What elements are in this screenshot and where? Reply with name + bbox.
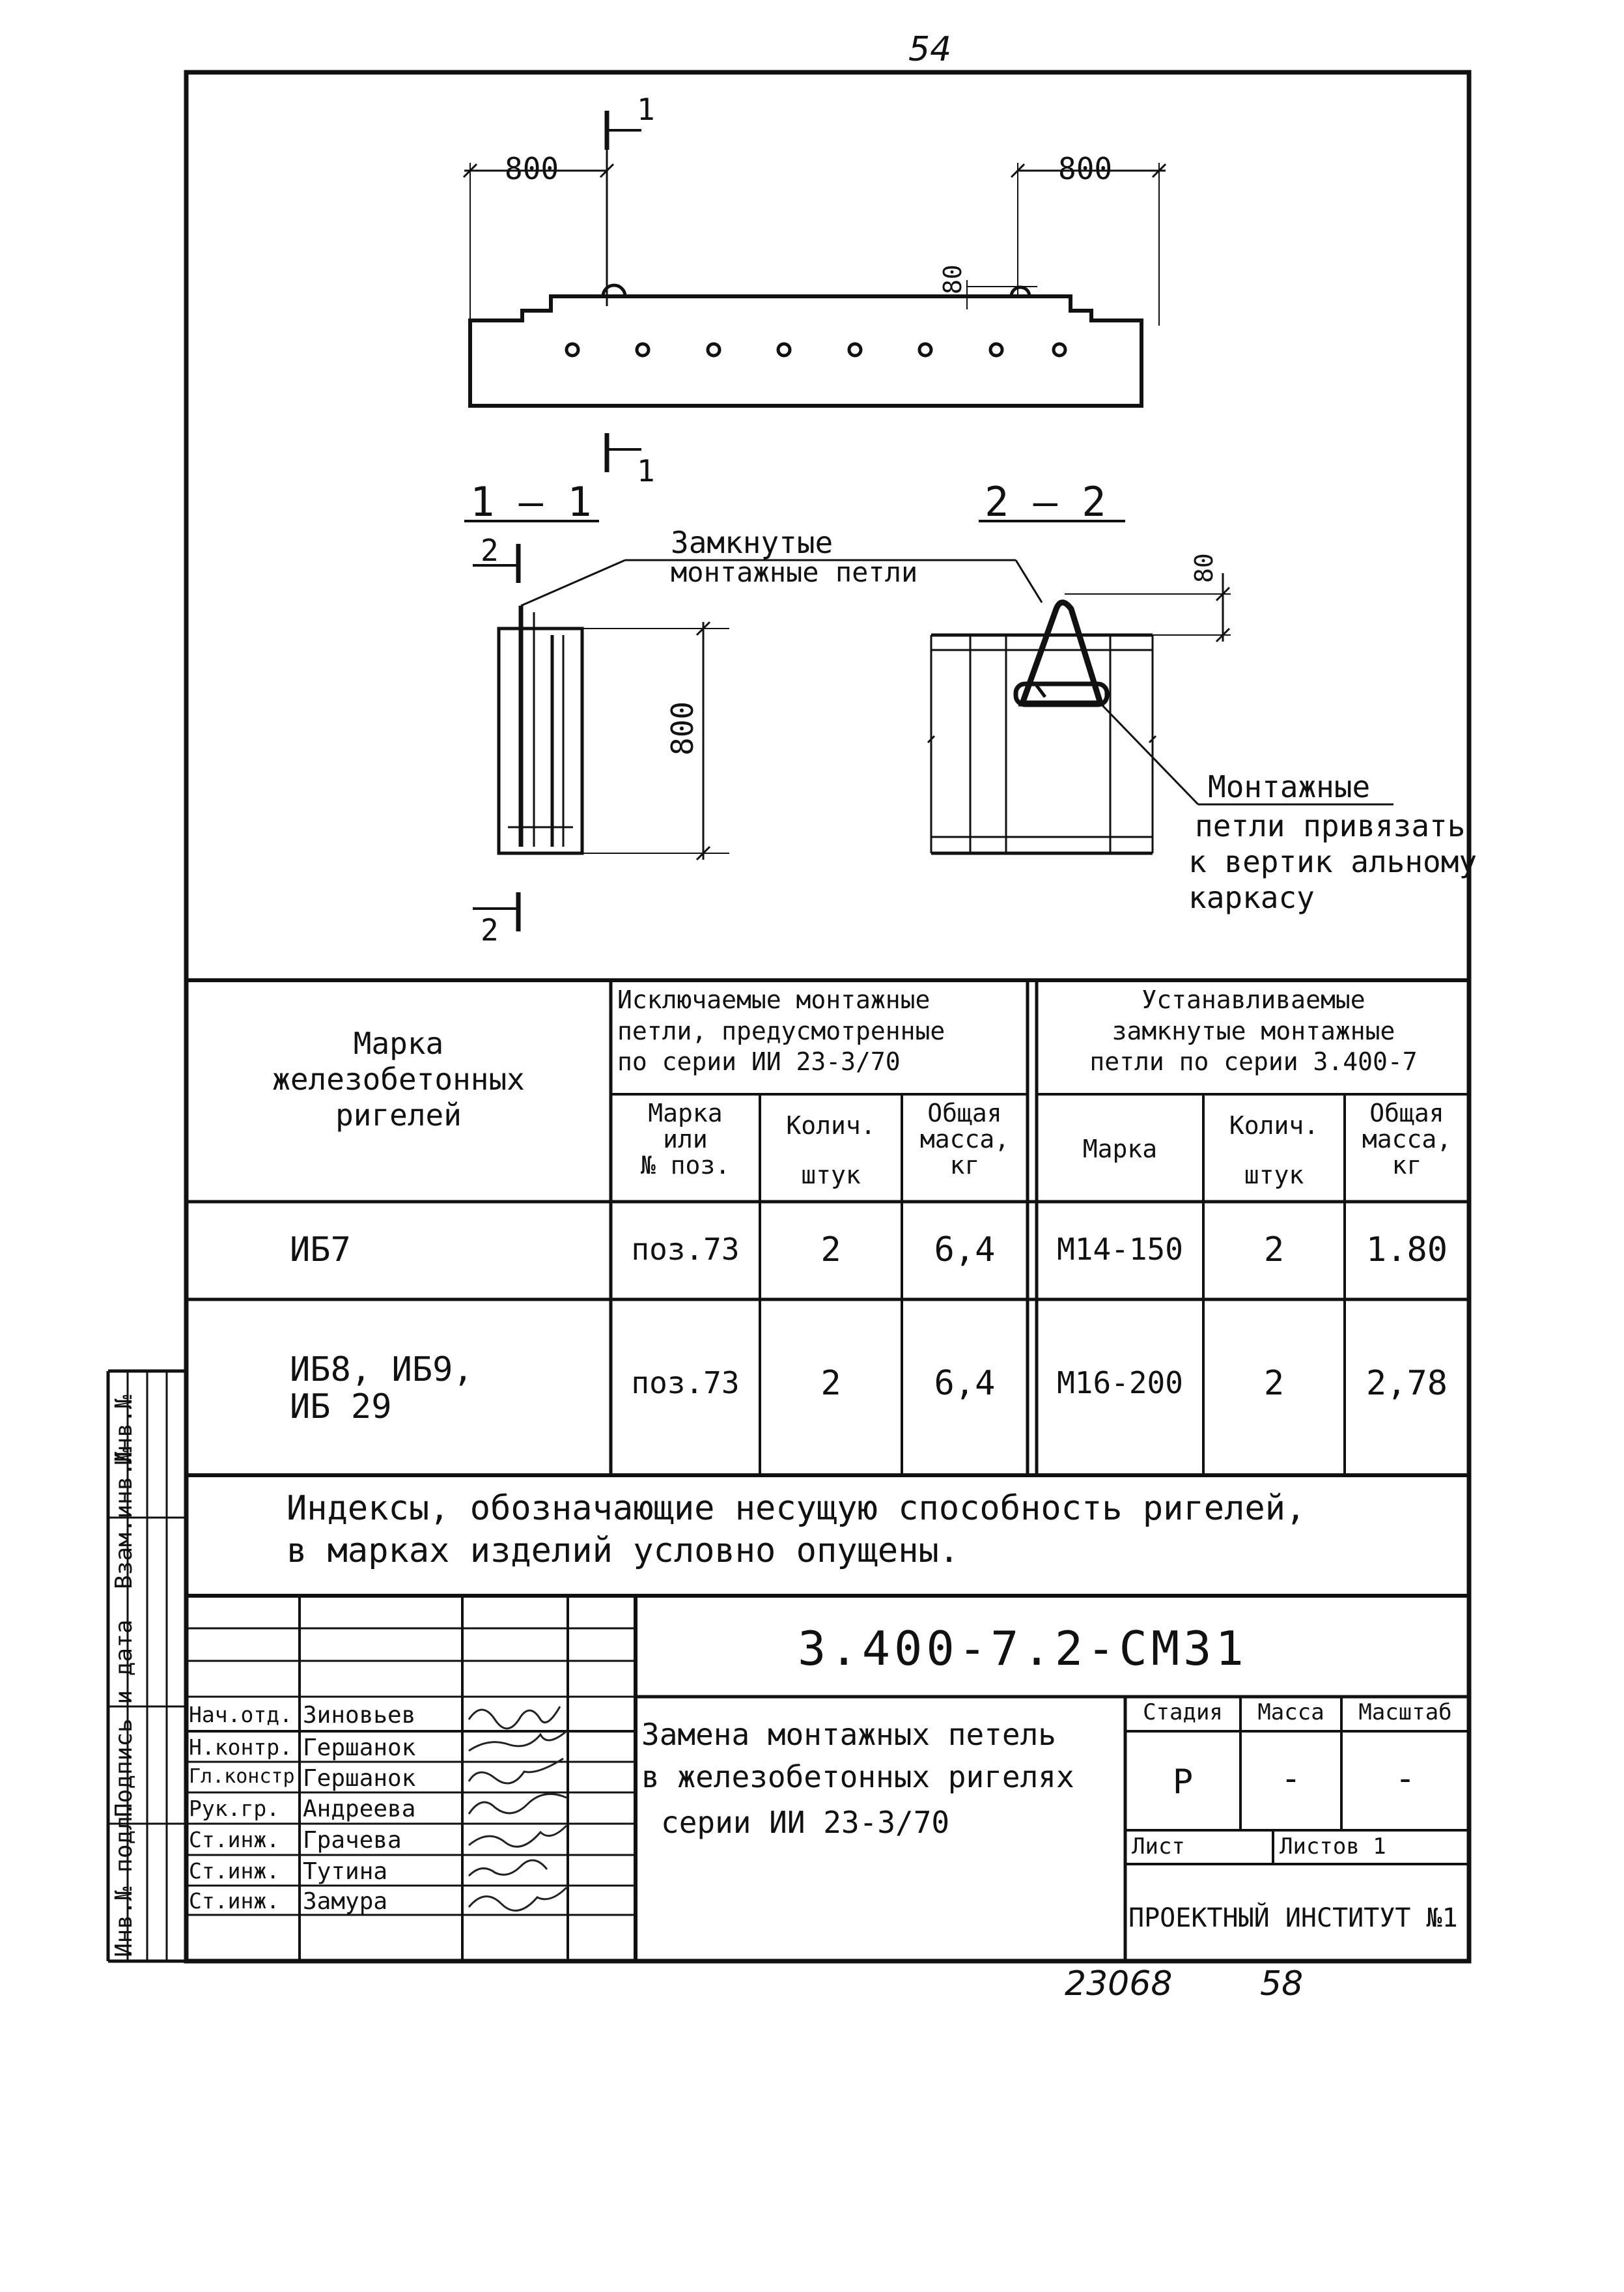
table-row-1-mark: ИБ7 xyxy=(290,1230,351,1269)
table-row-2-mark-line: ИБ8, ИБ9, xyxy=(290,1350,473,1389)
table-row-2-mass2: 2,78 xyxy=(1365,1364,1448,1403)
group2-header-line: петли по серии 3.400-7 xyxy=(1089,1047,1418,1076)
sub-header-line: масса, xyxy=(1362,1124,1452,1153)
organization: ПРОЕКТНЫЙ ИНСТИТУТ №1 xyxy=(1128,1903,1458,1933)
staff-role: Ст.инж. xyxy=(189,1827,280,1852)
staff-name: Гершанок xyxy=(303,1734,416,1761)
sub1-header xyxy=(611,1101,760,1179)
title-line-1: Замена монтажных петель xyxy=(641,1717,1056,1752)
sub-header-line: кг xyxy=(1392,1150,1422,1180)
section-1-title: 1 — 1 xyxy=(470,478,592,526)
sheets-label: Листов 1 xyxy=(1280,1833,1386,1860)
mass-value: - xyxy=(1280,1759,1302,1798)
sub-header-line: штук xyxy=(1244,1161,1304,1189)
table-row-2-mark xyxy=(290,1351,473,1426)
callout-tie-2: петли привязать xyxy=(1195,808,1466,843)
sub-header-line: или xyxy=(663,1124,708,1153)
table-row-2-mark2: М16-200 xyxy=(1057,1365,1183,1400)
note-line-2: в марках изделий условно опущены. xyxy=(287,1531,960,1570)
table-row-2-qty2: 2 xyxy=(1263,1364,1285,1403)
sub-header-line: Колич. xyxy=(786,1111,876,1140)
sub4-header xyxy=(1037,1137,1203,1161)
dim-section2-loop-80: 80 xyxy=(1190,553,1218,583)
side-stamp-inv: Инв.№ xyxy=(111,1394,137,1465)
staff-role: Ст.инж. xyxy=(189,1858,280,1884)
group2-header-line: Устанавливаемые xyxy=(1141,985,1365,1014)
group2-header xyxy=(1042,985,1465,1078)
table-row-1-mark2: М14-150 xyxy=(1057,1232,1183,1267)
table-row-1-pos: поз.73 xyxy=(631,1232,740,1267)
staff-name: Грачева xyxy=(303,1827,402,1854)
staff-role: Гл.констр xyxy=(189,1765,295,1788)
sub-header-line: штук xyxy=(801,1161,861,1189)
sheet-label: Лист xyxy=(1132,1833,1185,1860)
table-row-2-mass1: 6,4 xyxy=(934,1364,996,1403)
staff-name: Зиновьев xyxy=(303,1702,416,1729)
dim-section-800: 800 xyxy=(665,701,700,756)
mass-label: Масса xyxy=(1257,1699,1324,1725)
sub-header-line: Марка xyxy=(648,1099,723,1127)
sub-header-line: № поз. xyxy=(640,1150,731,1180)
sub-header-line: кг xyxy=(949,1150,980,1180)
group1-header-line: по серии ИИ 23-3/70 xyxy=(617,1047,901,1076)
table-row-1-mass1: 6,4 xyxy=(934,1230,996,1269)
dim-left-800: 800 xyxy=(505,151,559,186)
stage-label: Стадия xyxy=(1143,1699,1223,1725)
section-mark-2-top: 2 xyxy=(481,533,499,568)
callout-closed-loops-1: Замкнутые xyxy=(671,525,833,560)
sub-header-line: Общая xyxy=(927,1099,1002,1127)
side-stamp-signature-date: Подпись и дата xyxy=(111,1619,137,1817)
document-code: 3.400-7.2-СМ31 xyxy=(798,1621,1248,1676)
sub5-header xyxy=(1203,1101,1345,1200)
staff-name: Тутина xyxy=(303,1858,388,1885)
staff-name: Гершанок xyxy=(303,1765,416,1792)
staff-role: Н.контр. xyxy=(189,1734,292,1760)
col1-header xyxy=(186,1026,611,1134)
scale-value: - xyxy=(1395,1759,1416,1798)
sub2-header xyxy=(760,1101,902,1200)
sub-header-line: масса, xyxy=(919,1124,1010,1153)
table-row-1-qty2: 2 xyxy=(1263,1230,1285,1269)
footer-right-number: 58 xyxy=(1260,1964,1304,2003)
staff-name: Замура xyxy=(303,1888,388,1915)
staff-name: Андреева xyxy=(303,1796,416,1822)
footer-left-number: 23068 xyxy=(1065,1964,1173,2003)
callout-tie-1: Монтажные xyxy=(1208,769,1371,804)
title-line-2: в железобетонных ригелях xyxy=(641,1759,1074,1794)
group2-header-line: замкнутые монтажные xyxy=(1112,1016,1395,1045)
sub-header-line: Марка xyxy=(1082,1135,1158,1163)
group1-header-line: петли, предусмотренные xyxy=(617,1016,945,1045)
dim-loop-80: 80 xyxy=(938,264,967,294)
staff-role: Ст.инж. xyxy=(189,1888,280,1914)
section-mark-1-top: 1 xyxy=(637,92,655,127)
callout-tie-3: к вертик альному xyxy=(1188,844,1477,879)
page-number: 54 xyxy=(908,30,952,69)
note-line-1: Индексы, обозначающие несущую способность ригелей, xyxy=(287,1489,1306,1528)
callout-closed-loops-2: монтажные петли xyxy=(671,556,918,588)
sub-header-line: Общая xyxy=(1369,1099,1444,1127)
section-mark-2-bottom: 2 xyxy=(481,913,499,948)
section-mark-1-bottom: 1 xyxy=(637,453,655,488)
col1-header-line: Марка xyxy=(353,1026,444,1061)
callout-tie-4: каркасу xyxy=(1188,880,1315,915)
group1-header xyxy=(617,985,945,1078)
staff-role: Нач.отд. xyxy=(189,1702,292,1727)
sub-header-line: Колич. xyxy=(1229,1111,1319,1140)
scale-label: Масштаб xyxy=(1358,1699,1452,1725)
sub3-header xyxy=(902,1101,1028,1179)
stage-value: Р xyxy=(1172,1762,1194,1802)
side-stamp-vzam-inv: Взам.инв.№ xyxy=(111,1448,137,1589)
table-row-1-qty1: 2 xyxy=(820,1230,841,1269)
sub6-header xyxy=(1345,1101,1469,1179)
dim-right-800: 800 xyxy=(1058,151,1113,186)
signatures xyxy=(469,1706,567,1910)
col1-header-line: ригелей xyxy=(335,1097,462,1133)
side-stamp-inv-podl: Инв.№ подл. xyxy=(111,1802,137,1957)
section-2-title: 2 — 2 xyxy=(985,478,1106,526)
table-row-2-mark-line: ИБ 29 xyxy=(290,1387,392,1427)
table-row-1-mass2: 1.80 xyxy=(1365,1230,1448,1269)
group1-header-line: Исключаемые монтажные xyxy=(617,985,931,1014)
table-row-2-pos: поз.73 xyxy=(631,1365,740,1400)
title-line-3: серии ИИ 23-3/70 xyxy=(661,1805,950,1840)
table-row-2-qty1: 2 xyxy=(820,1364,841,1403)
staff-role: Рук.гр. xyxy=(189,1796,280,1821)
col1-header-line: железобетонных xyxy=(272,1062,525,1097)
